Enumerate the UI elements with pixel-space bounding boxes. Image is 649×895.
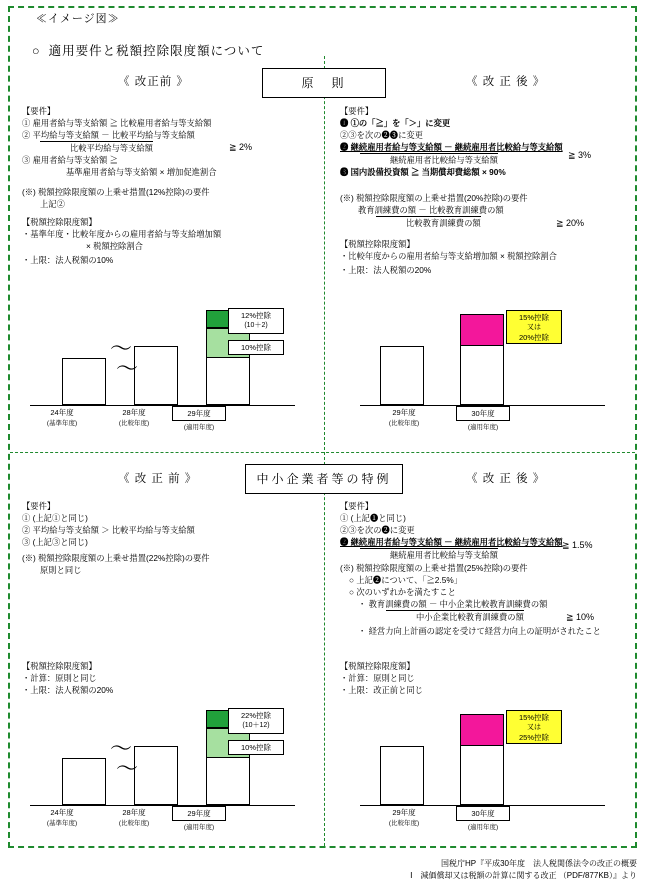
tick-label-text: 29年度: [392, 808, 416, 817]
axis-break-icon: 〜: [110, 336, 133, 361]
tick-apply-year: [456, 422, 510, 432]
tick-base-year: [35, 808, 89, 828]
tick-apply-year: [456, 822, 510, 832]
note-line: ○ 次のいずれかを満たすこと: [349, 587, 456, 598]
source-line-2: Ⅰ 減価償却又は税額の計算に関する改正 （PDF/877KB）』より: [410, 871, 637, 880]
callout-text: 15%控除: [518, 313, 549, 322]
limit-line: ・上限：法人税額の20%: [340, 265, 432, 276]
req-line: ③ (上記③と同じ): [22, 537, 88, 548]
req-threshold-before-principle: ≧ 2%: [229, 142, 253, 152]
note-threshold-after-principle: ≧ 20%: [556, 218, 585, 228]
req-head: 【要件】: [340, 106, 374, 116]
image-label: ≪イメージ図≫: [36, 13, 120, 25]
bar-increase: [460, 714, 504, 746]
req-line: ❷ 継続雇用者給与等支給額 － 継続雇用者比較給与等支給額: [340, 142, 563, 153]
section-title-sme: 中小企業者等の特例: [245, 464, 403, 494]
bar-compare-year: [380, 346, 424, 405]
tick-label-sub: (比較年度): [388, 419, 420, 427]
req-head: 【要件】: [22, 106, 56, 116]
callout-text: 10%控除: [240, 343, 271, 352]
req-line: 基準雇用者給与等支給額 × 増加促進割合: [66, 167, 217, 178]
tick-apply-year: [172, 822, 226, 832]
limit-line: ・上限：法人税額の10%: [22, 255, 114, 266]
note-head: (※) 税額控除限度額の上乗せ措置(20%控除)の要件: [340, 193, 528, 203]
limit-head: 【税額控除限度額】: [22, 217, 97, 227]
callout-text: 12%控除: [240, 311, 271, 320]
tick-label-sub: (適用年度): [467, 424, 499, 431]
tick-label-sub: (適用年度): [467, 824, 499, 831]
req-threshold-after-principle: ≧ 3%: [568, 150, 592, 160]
note-line: 教育訓練費の額 － 比較教育訓練費の額: [358, 205, 504, 216]
limit-before-principle: [22, 216, 312, 266]
note-line: 上記②: [40, 199, 65, 210]
note-line: ○ 上記❷について、「≧2.5%」: [349, 575, 463, 586]
req-line: ② 平均給与等支給額 ＞ 比較平均給与等支給額: [22, 525, 195, 536]
req-line: ③ 雇用者給与等支給額 ≧: [22, 155, 118, 166]
note-line: 原則と同じ: [40, 565, 82, 576]
req-line: ❷ 継続雇用者給与等支給額 － 継続雇用者比較給与等支給額: [340, 537, 563, 548]
limit-after-sme: [340, 660, 640, 696]
tick-base-year: [35, 408, 89, 428]
tick-label-sub: (適用年度): [183, 824, 215, 831]
note-fraction-denominator: 比較教育訓練費の額: [376, 216, 481, 229]
note-fraction-denominator: 中小企業比較教育訓練費の額: [386, 610, 524, 623]
note-before-principle: [22, 186, 312, 210]
callout-text: 15%控除: [518, 713, 549, 722]
req-head: 【要件】: [340, 501, 374, 511]
req-line: ① (上記①と同じ): [22, 513, 88, 524]
requirements-after-principle: [340, 105, 640, 178]
callout-text: 10%控除: [240, 743, 271, 752]
tick-label-text: 28年度: [122, 408, 146, 417]
req-line: ① 雇用者給与等支給額 ≧ 比較雇用者給与等支給額: [22, 118, 212, 129]
bar-compare-year: [134, 346, 178, 405]
axis-break-icon: 〜: [116, 756, 139, 781]
source-line-1: 国税庁HP『平成30年度 法人税関係法令の改正の概要: [440, 859, 637, 868]
limit-line: ・上限：改正前と同じ: [340, 685, 423, 696]
note-line: ・ 教育訓練費の額 － 中小企業比較教育訓練費の額: [358, 599, 548, 610]
callout-sub: (10＋2): [244, 322, 268, 330]
tick-compare-year: [377, 808, 431, 828]
limit-head: 【税額控除限度額】: [22, 661, 97, 671]
yearbox-apply-principle: 29年度: [172, 406, 226, 421]
note-line: ・ 経営力向上計画の認定を受けて経営力向上の証明がされたこと: [358, 626, 601, 637]
tick-label-sub: (比較年度): [388, 819, 420, 827]
label-before-sme: 《 改 正 前 》: [118, 473, 198, 485]
note-head: (※) 税額控除限度額の上乗せ措置(22%控除)の要件: [22, 553, 210, 563]
req-line: ① (上記❶と同じ): [340, 513, 406, 524]
chart-after-principle: [360, 300, 620, 410]
callout-text: 22%控除: [240, 711, 271, 720]
callout-15-20pct: [506, 310, 562, 344]
axis-break-icon: 〜: [110, 736, 133, 761]
note-head: (※) 税額控除限度額の上乗せ措置(25%控除)の要件: [340, 563, 528, 573]
req-line: ②③を次の❷に変更: [340, 525, 415, 536]
note-head: (※) 税額控除限度額の上乗せ措置(12%控除)の要件: [22, 187, 210, 197]
tick-label-sub: (基準年度): [46, 819, 78, 827]
tick-label-sub: (比較年度): [118, 419, 150, 427]
tick-label-text: 24年度: [50, 808, 74, 817]
callout-sub: 又は: [527, 324, 541, 332]
chart-baseline: [30, 405, 295, 406]
label-before-principle: 《 改正前 》: [118, 76, 189, 88]
axis-break-icon: 〜: [116, 356, 139, 381]
callout-12pct: [228, 308, 284, 334]
req-fraction-denominator: 継続雇用者比較給与等支給額: [360, 548, 498, 561]
note-before-sme: [22, 552, 312, 576]
label-after-sme: 《 改 正 後 》: [466, 473, 546, 485]
bar-base-year: [62, 758, 106, 805]
tick-label-text: 28年度: [122, 808, 146, 817]
limit-head: 【税額控除限度額】: [340, 239, 415, 249]
requirements-before-sme: [22, 500, 312, 548]
req-line: ❶ ①の「≧」を「＞」に変更: [340, 118, 451, 129]
req-fraction-denominator: 継続雇用者比較給与等支給額: [360, 153, 498, 166]
req-line: ② 平均給与等支給額 － 比較平均給与等支給額: [22, 130, 195, 141]
callout-22pct: [228, 708, 284, 734]
chart-after-sme: [360, 700, 620, 810]
page-title-text: 適用要件と税額控除限度額について: [48, 44, 265, 58]
yearbox-apply-sme: 29年度: [172, 806, 226, 821]
bar-compare-year: [134, 746, 178, 805]
callout-15-25pct: [506, 710, 562, 744]
callout-sub: 又は: [527, 724, 541, 732]
req-threshold-after-sme: ≧ 1.5%: [562, 540, 593, 550]
yearbox-apply-after-principle: 30年度: [456, 406, 510, 421]
bullet-circle-icon: ○: [32, 44, 41, 58]
callout-10pct: [228, 340, 284, 355]
page-title: [32, 41, 264, 59]
chart-baseline: [30, 805, 295, 806]
limit-line: ・計算：原則と同じ: [340, 673, 415, 684]
tick-label-sub: (比較年度): [118, 819, 150, 827]
source-note: [410, 858, 637, 882]
tick-label-sub: (基準年度): [46, 419, 78, 427]
req-line: ②③を次の❷❸に変更: [340, 130, 423, 141]
limit-line: ・比較年度からの雇用者給与等支給増加額 × 税額控除割合: [340, 251, 557, 262]
bar-increase: [460, 314, 504, 346]
tick-label-text: 24年度: [50, 408, 74, 417]
section-title-principle: 原 則: [262, 68, 386, 98]
note-after-sme: [340, 562, 640, 637]
requirements-before-principle: [22, 105, 312, 178]
bar-base-year: [62, 358, 106, 405]
limit-head: 【税額控除限度額】: [340, 661, 415, 671]
yearbox-apply-after-sme: 30年度: [456, 806, 510, 821]
req-fraction-denominator: 比較平均給与等支給額: [40, 141, 153, 154]
callout-10pct-sme: [228, 740, 284, 755]
vertical-divider: [324, 56, 325, 846]
req-line: ❸ 国内設備投資額 ≧ 当期償却費総額 × 90%: [340, 167, 506, 178]
callout-text2: 25%控除: [518, 733, 549, 743]
limit-line: ・基準年度・比較年度からの雇用者給与等支給増加額: [22, 229, 222, 240]
callout-sub: (10＋12): [242, 722, 270, 730]
limit-before-sme: [22, 660, 312, 696]
tick-compare-year: [107, 408, 161, 428]
tick-compare-year: [377, 408, 431, 428]
limit-line: ・計算：原則と同じ: [22, 673, 97, 684]
horizontal-divider: [10, 452, 635, 453]
note-threshold-after-sme: ≧ 10%: [566, 612, 595, 622]
limit-line: × 税額控除割合: [86, 241, 143, 252]
tick-compare-year: [107, 808, 161, 828]
callout-text2: 20%控除: [518, 333, 549, 343]
note-after-principle: [340, 192, 640, 229]
requirements-after-sme: [340, 500, 640, 561]
tick-apply-year: [172, 422, 226, 432]
label-after-principle: 《 改 正 後 》: [466, 76, 546, 88]
req-head: 【要件】: [22, 501, 56, 511]
tick-label-text: 29年度: [392, 408, 416, 417]
bar-compare-year: [380, 746, 424, 805]
limit-after-principle: [340, 238, 640, 276]
limit-line: ・上限：法人税額の20%: [22, 685, 114, 696]
tick-label-sub: (適用年度): [183, 424, 215, 431]
